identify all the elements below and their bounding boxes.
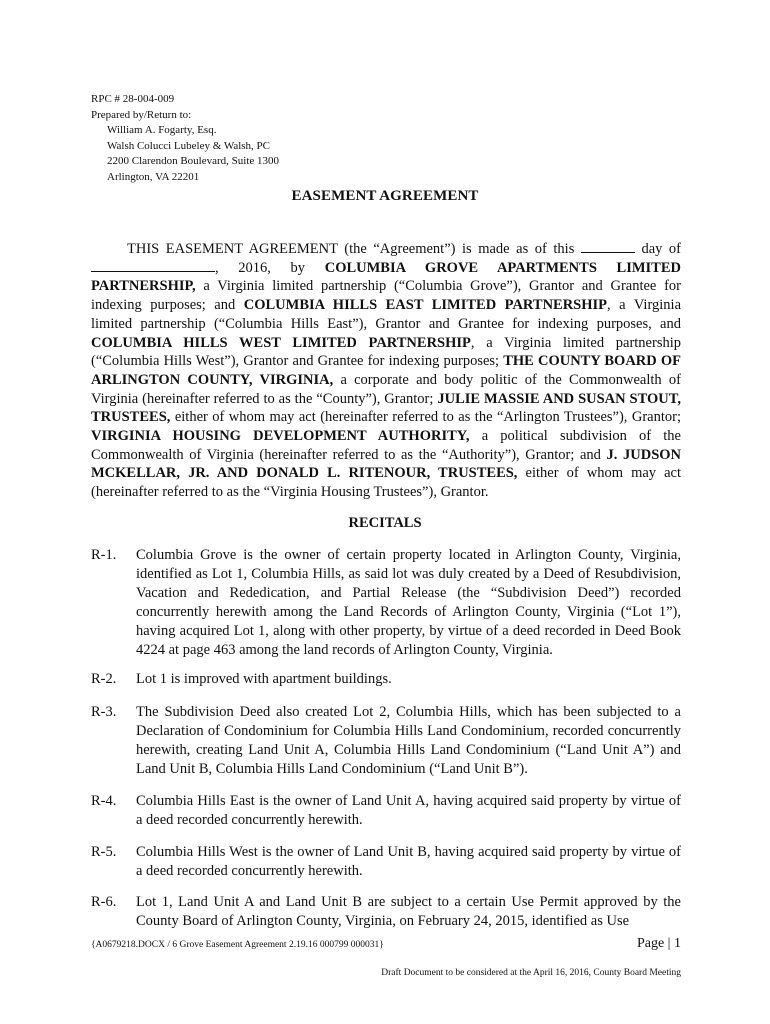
intro-text-1: THIS EASEMENT AGREEMENT (the “Agreement”) is made as of this [127, 241, 575, 257]
draft-notice: Draft Document to be considered at the April 16, 2016, County Board Meeting [381, 968, 681, 978]
recital-text: Columbia Hills East is the owner of Land Unit A, having acquired said property by virtue of a deed recorded concurrently herewith. [136, 793, 681, 828]
rpc-number: RPC # 28-004-009 [91, 93, 175, 105]
intro-paragraph [91, 240, 681, 502]
recital-r5 [91, 843, 681, 881]
intro-text [91, 240, 681, 502]
recital-r2 [91, 670, 681, 689]
prepared-by-label: Prepared by/Return to: [91, 108, 192, 121]
party-vhda: VIRGINIA HOUSING DEVELOPMENT AUTHORITY, [91, 428, 470, 445]
party-arlington-trustees: JULIE MASSIE AND SUSAN STOUT, TRUSTEES, [91, 390, 681, 426]
recital-text: Columbia Grove is the owner of certain property located in Arlington County, Virginia, identified as Lot 1, Columbia Hills, as said lot was duly created by a Deed of Resubdivision, Vacation and Rededication, and Partial Release (the “Subdivision Deed”) recorded concurrently herewith among the Land Records of Arlington County, Virginia (“Lot 1”), having acquired Lot 1, along with other property, by virtue of a deed recorded in Deed Book 4224 at page 463 among the land records of Arlington County, Virginia. [136, 547, 681, 658]
intro-text-6: , a Virginia limited partnership (“Columbia Hills West”), Grantor and Grantee for indexing purposes; [91, 334, 681, 370]
recital-number: R-6. [91, 894, 117, 910]
document-reference: {A0679218.DOCX / 6 Grove Easement Agreement 2.19.16 000799 000031} [91, 940, 384, 950]
intro-text-10: either of whom may act (hereinafter referred to as the “Virginia Housing Trustees”), Grantor. [91, 465, 682, 501]
intro-text-4: a Virginia limited partnership (“Columbia Grove”), Grantor and Grantee for indexing purposes; and [91, 278, 682, 314]
recital-number: R-2. [91, 671, 117, 687]
intro-text-8: either of whom may act (hereinafter referred to as the “Arlington Trustees”), Grantor; [174, 409, 681, 426]
recording-header [91, 92, 279, 185]
preparer-firm: Walsh Colucci Lubeley & Walsh, PC [107, 139, 271, 152]
recital-number: R-4. [91, 793, 117, 809]
party-columbia-hills-east: COLUMBIA HILLS EAST LIMITED PARTNERSHIP [243, 297, 608, 314]
party-columbia-grove: COLUMBIA GROVE APARTMENTS LIMITED PARTNERSHIP, [91, 259, 681, 295]
party-virginia-housing-trustees: J. JUDSON MCKELLAR, JR. AND DONALD L. RITENOUR, TRUSTEES, [91, 446, 682, 482]
recital-number: R-5. [91, 844, 117, 860]
intro-text-5: , a Virginia limited partnership (“Columbia Hills East”), Grantor and Grantee for indexing purposes, and [91, 297, 682, 332]
intro-text-7: a corporate and body politic of the Commonwealth of Virginia (hereinafter referred to as the “County”), Grantor; [91, 371, 681, 407]
recital-r3 [91, 703, 681, 779]
party-columbia-hills-west: COLUMBIA HILLS WEST LIMITED PARTNERSHIP [91, 334, 471, 351]
recital-r4 [91, 792, 681, 830]
intro-text-3: , 2016, by [215, 259, 306, 276]
document-title: EASEMENT AGREEMENT [291, 188, 479, 204]
intro-text-2: day of [641, 241, 682, 257]
page-number: Page | 1 [636, 936, 681, 951]
recital-text: Lot 1 is improved with apartment buildings. [136, 671, 392, 687]
day-blank [581, 240, 635, 253]
recitals-heading: RECITALS [348, 515, 422, 531]
preparer-city: Arlington, VA 22201 [107, 170, 200, 183]
recital-text: The Subdivision Deed also created Lot 2, Columbia Hills, which has been subjected to a Declaration of Condominium for Columbia Hills Land Condominium, recorded concurrently herewith, creating Land Unit A, Columbia Hills Land Condominium (“Land Unit A”) and Land Unit B, Columbia Hills Land Condominium (“Land Unit B”). [136, 704, 681, 777]
recital-text: Lot 1, Land Unit A and Land Unit B are subject to a certain Use Permit approved by the County Board of Arlington County, Virginia, on February 24, 2015, identified as Use [136, 894, 681, 929]
recital-r6 [91, 893, 681, 931]
intro-text-9: a political subdivision of the Commonwealth of Virginia (hereinafter referred to as the “Authority”), Grantor; and [91, 428, 681, 463]
recital-number: R-3. [91, 704, 117, 720]
recital-number: R-1. [91, 547, 117, 563]
recital-text: Columbia Hills West is the owner of Land Unit B, having acquired said property by virtue of a deed recorded concurrently herewith. [136, 844, 681, 879]
preparer-street: 2200 Clarendon Boulevard, Suite 1300 [107, 155, 280, 167]
preparer-name: William A. Fogarty, Esq. [107, 124, 217, 136]
party-county-board: THE COUNTY BOARD OF ARLINGTON COUNTY, VIRGINIA, [91, 353, 682, 388]
month-blank [91, 259, 215, 272]
recital-r1 [91, 546, 681, 659]
